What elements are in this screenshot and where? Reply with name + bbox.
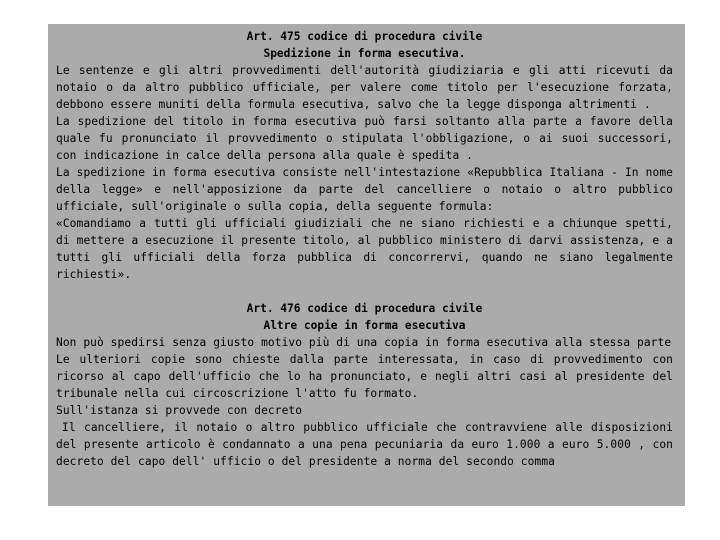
article-475-title: Art. 475 codice di procedura civile <box>246 30 483 43</box>
article-475-paragraph-2: La spedizione del titolo in forma esecutiva può farsi soltanto alla parte a favore della quale fu pronunciato il provvedimento o stipulata l'obbligazione, o ai suoi successori, con indicazione in calce della persona alla quale è spedita . <box>56 115 673 162</box>
article-476-paragraph-1: Non può spedirsi senza giusto motivo più di una copia in forma esecutiva alla stessa parte <box>56 336 672 349</box>
article-476-paragraph-2: Le ulteriori copie sono chieste dalla parte interessata, in caso di provvedimento con ricorso al capo dell'ufficio che lo ha pronunciato, e negli altri casi al presidente del tribunale nella cui circoscrizione l'atto fu formato. <box>56 353 673 400</box>
article-476-title: Art. 476 codice di procedura civile <box>246 302 483 315</box>
article-476-subtitle: Altre copie in forma esecutiva <box>263 319 466 332</box>
document-box <box>48 24 685 506</box>
article-475-subtitle: Spedizione in forma esecutiva. <box>263 47 466 60</box>
article-475-paragraph-3: La spedizione in forma esecutiva consiste nell'intestazione «Repubblica Italiana - In nome della legge» e nell'apposizione da parte del cancelliere o notaio o altro pubblico ufficiale, sull'originale o sulla copia, della seguente formula: <box>56 166 673 213</box>
article-475-paragraph-1: Le sentenze e gli altri provvedimenti dell'autorità giudiziaria e gli atti ricevuti da notaio o da altro pubblico ufficiale, per valere come titolo per l'esecuzione forzata, debbono essere muniti della formula esecutiva, salvo che la legge disponga altrimenti . <box>56 64 673 111</box>
section-spacer <box>56 283 673 300</box>
article-476-paragraph-4: Il cancelliere, il notaio o altro pubblico ufficiale che contravviene alle disposizioni del presente articolo è condannato a una pena pecuniaria da euro 1.000 a euro 5.000 , con decreto del capo dell' ufficio o del presidente a norma del secondo comma <box>56 421 673 468</box>
article-476-paragraph-3: Sull'istanza si provvede con decreto <box>56 404 303 417</box>
article-475-paragraph-4: «Comandiamo a tutti gli ufficiali giudiziali che ne siano richiesti e a chiunque spetti, di mettere a esecuzione il presente titolo, al pubblico ministero di darvi assistenza, e a tutti gli ufficiali della forza pubblica di concorrervi, quando ne siano legalmente richiesti». <box>56 217 673 281</box>
